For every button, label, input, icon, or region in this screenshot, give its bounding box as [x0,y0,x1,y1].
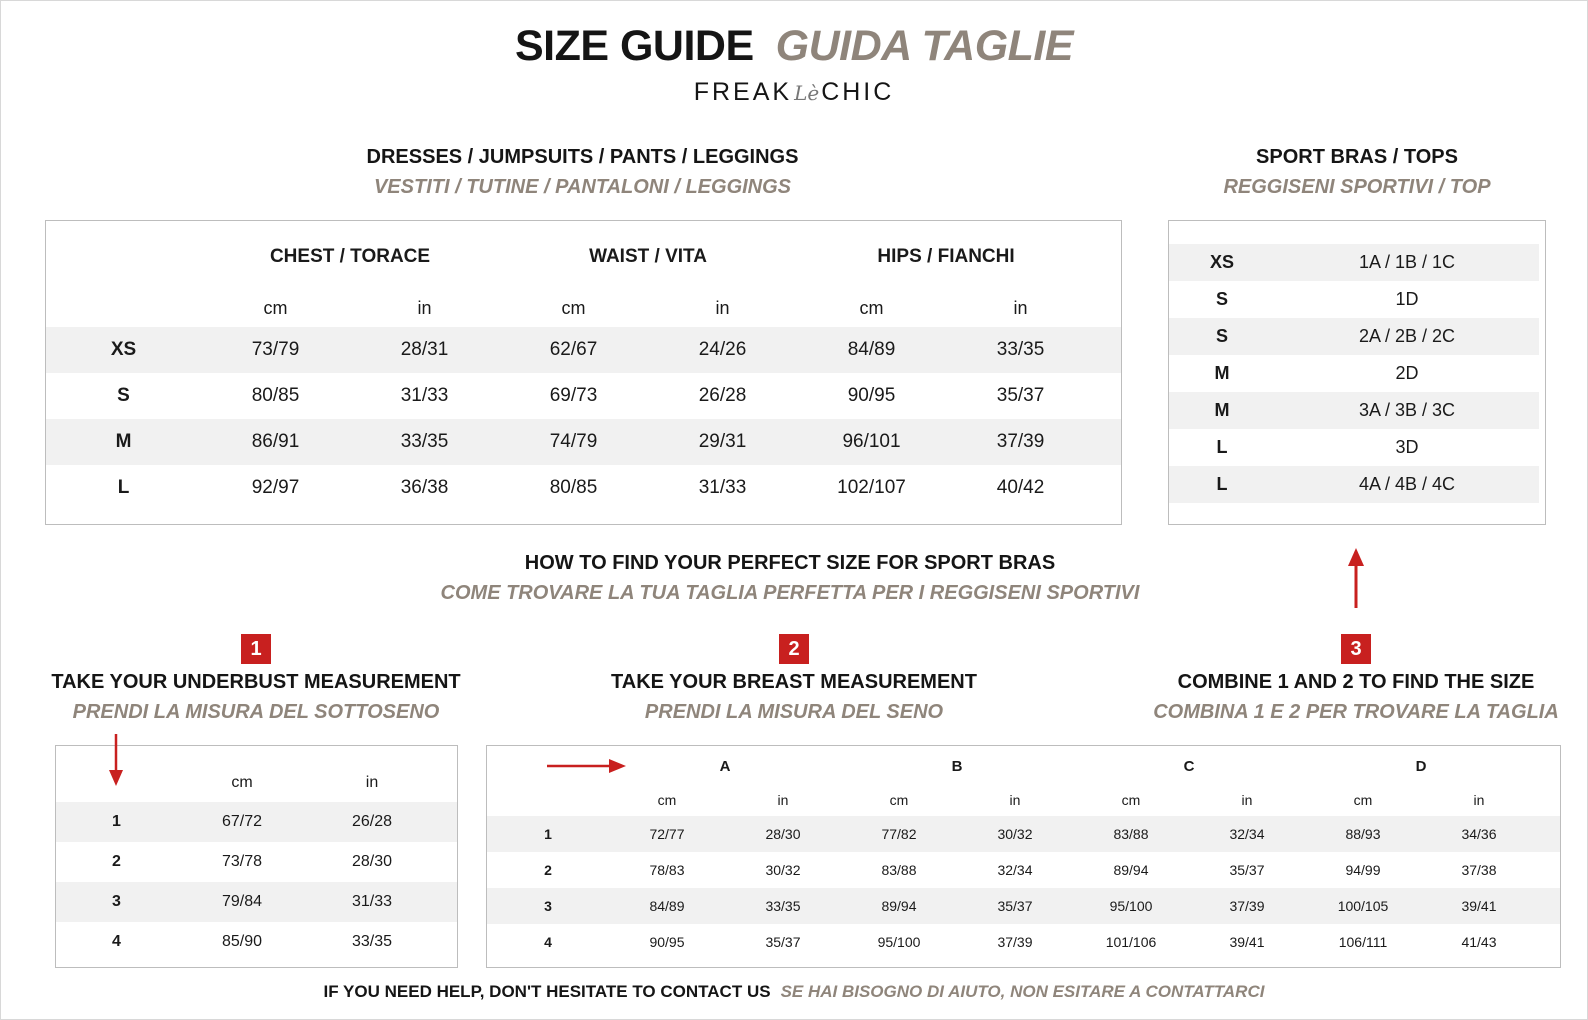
brand-right: CHIC [821,78,895,106]
table-cell: 35/37 [957,888,1073,924]
step-3-it: COMBINA 1 E 2 PER TROVARE LA TAGLIA [1153,701,1559,723]
table-cell: 35/37 [1229,862,1265,878]
unit-label: cm [561,297,586,318]
table-cell: 84/89 [797,327,946,373]
table-cell: 1D [1395,289,1419,309]
table-cell: 95/100 [1073,888,1189,924]
table-cell: 67/72 [177,802,307,842]
table-cell: 28/30 [725,816,841,852]
unit-label: in [777,792,789,808]
table-row [56,802,457,842]
cup-header: B [951,757,963,775]
dresses-heading-it: VESTITI / TUTINE / PANTALONI / LEGGINGS [373,176,792,198]
table-row [487,816,1560,852]
howto-heading-en: HOW TO FIND YOUR PERFECT SIZE FOR SPORT BRAS [524,552,1056,574]
table-cell: 86/91 [201,419,350,465]
arrow-up-icon [1346,548,1366,610]
dresses-size-table [45,220,1122,525]
unit-label: cm [889,792,909,808]
row-number: 1 [56,802,177,842]
table-cell: 88/93 [1305,816,1421,852]
table-cell: 39/41 [1229,934,1265,950]
table-cell: 29/31 [648,419,797,465]
page-title [0,22,1588,71]
title-english: SIZE GUIDE [514,22,754,70]
footer-help [0,982,1588,1002]
table-row [1169,429,1545,466]
table-cell: 89/94 [1113,862,1149,878]
table-row [1169,466,1545,503]
table-cell: 30/32 [765,862,801,878]
brand-logo [0,78,1588,107]
table-row [56,922,457,962]
row-number: 2 [112,853,121,870]
table-cell: 62/67 [499,327,648,373]
unit-label: cm [231,774,253,791]
howto-heading-it: COME TROVARE LA TUA TAGLIA PERFETTA PER I REGGISENI SPORTIVI [440,582,1140,604]
step-2-en: TAKE YOUR BREAST MEASUREMENT [611,671,977,693]
table-cell: 2A / 2B / 2C [1275,318,1539,355]
size-label: L [1169,466,1275,503]
size-label: XS [1169,244,1275,281]
table-cell: 89/94 [841,888,957,924]
chest-group-header: CHEST / TORACE [269,246,431,267]
table-cell: 73/79 [201,327,350,373]
table-cell: 84/89 [609,888,725,924]
table-row [487,888,1560,924]
table-cell: 3D [1395,437,1419,457]
brand-left: FREAK [693,78,793,106]
hips-group-header: HIPS / FIANCHI [877,246,1015,267]
table-row [46,373,1121,419]
arrow-right-icon [547,756,627,776]
unit-label: cm [657,792,677,808]
footer-it: SE HAI BISOGNO DI AIUTO, NON ESITARE A CONTATTARCI [780,982,1265,1001]
table-cell: 31/33 [698,477,747,498]
row-number: 3 [487,888,609,924]
unit-label: cm [1353,792,1373,808]
waist-group-header: WAIST / VITA [589,246,707,267]
row-number: 3 [56,882,177,922]
table-cell: 31/33 [307,882,437,922]
row-number: 1 [487,816,609,852]
table-cell: 92/97 [251,477,300,498]
table-cell: 37/38 [1461,862,1497,878]
table-cell: 95/100 [877,934,921,950]
footer-en: IF YOU NEED HELP, DON'T HESITATE TO CONTACT US [323,982,771,1001]
table-row [46,465,1121,511]
table-cell: 37/39 [997,934,1033,950]
size-label: L [1216,437,1228,457]
unit-label: in [365,774,379,791]
table-cell: 102/107 [837,477,906,498]
table-cell: 80/85 [251,385,300,406]
unit-label: in [417,297,432,318]
table-cell: 78/83 [649,862,685,878]
dresses-heading [45,146,1120,199]
unit-label: cm [859,297,884,318]
size-label: S [117,385,130,406]
table-cell: 79/84 [177,882,307,922]
table-cell: 1A / 1B / 1C [1275,244,1539,281]
size-label: L [117,477,130,498]
size-label: S [1169,318,1275,355]
cup-header: A [719,757,731,775]
table-cell: 85/90 [221,933,263,950]
table-cell: 90/95 [649,934,685,950]
step-2-badge: 2 [779,634,809,664]
table-cell: 30/32 [957,816,1073,852]
table-cell: 28/30 [351,853,393,870]
step-1-it: PRENDI LA MISURA DEL SOTTOSENO [72,701,440,723]
table-cell: 106/111 [1338,934,1388,950]
table-cell: 3A / 3B / 3C [1275,392,1539,429]
step-3-badge: 3 [1341,634,1371,664]
breast-table [486,745,1561,968]
table-row [487,852,1560,888]
table-cell: 41/43 [1461,934,1497,950]
sportbras-heading-it: REGGISENI SPORTIVI / TOP [1223,176,1491,198]
table-cell: 37/39 [946,419,1095,465]
table-cell: 33/35 [350,419,499,465]
table-cell: 4A / 4B / 4C [1275,466,1539,503]
table-cell: 72/77 [609,816,725,852]
table-cell: 32/34 [1189,816,1305,852]
table-cell: 26/28 [698,385,747,406]
table-cell: 35/37 [996,385,1045,406]
table-cell: 33/35 [946,327,1095,373]
step-2-it: PRENDI LA MISURA DEL SENO [644,701,944,723]
table-row [487,924,1560,960]
sportbras-heading-en: SPORT BRAS / TOPS [1256,146,1458,168]
table-cell: 37/39 [1189,888,1305,924]
table-row [1169,392,1545,429]
table-cell: 31/33 [400,385,449,406]
table-cell: 35/37 [765,934,801,950]
table-cell: 74/79 [499,419,648,465]
sportbras-heading [1168,146,1546,199]
table-cell: 26/28 [307,802,437,842]
table-row [46,327,1121,373]
table-cell: 80/85 [549,477,598,498]
table-row [1169,244,1545,281]
unit-label: in [715,297,730,318]
table-row [46,419,1121,465]
unit-label: in [1241,792,1253,808]
cup-header: D [1415,757,1427,775]
table-cell: 33/35 [725,888,841,924]
table-row [1169,281,1545,318]
size-label: M [1169,392,1275,429]
row-number: 2 [544,862,552,878]
step-1-badge: 1 [241,634,271,664]
table-cell: 36/38 [400,477,449,498]
brand-mid: Lè [794,81,820,105]
table-row [56,882,457,922]
howto-heading [380,552,1200,605]
unit-label: in [1009,792,1021,808]
step-3-en: COMBINE 1 AND 2 TO FIND THE SIZE [1177,671,1535,693]
table-cell: 2D [1395,363,1419,383]
table-cell: 100/105 [1305,888,1421,924]
table-cell: 32/34 [997,862,1033,878]
table-cell: 24/26 [648,327,797,373]
step-2-text [560,671,1028,724]
step-1-text [30,671,482,724]
sportbras-size-table [1168,220,1546,525]
table-cell: 73/78 [221,853,263,870]
cup-header: C [1183,757,1195,775]
table-cell: 69/73 [549,385,598,406]
size-label: M [46,419,201,465]
table-cell: 90/95 [847,385,896,406]
dresses-heading-en: DRESSES / JUMPSUITS / PANTS / LEGGINGS [366,146,799,168]
table-cell: 83/88 [1073,816,1189,852]
table-row [56,842,457,882]
table-cell: 33/35 [351,933,393,950]
unit-label: cm [1121,792,1141,808]
step-3-text [1130,671,1582,724]
table-cell: 94/99 [1345,862,1381,878]
unit-label: in [1013,297,1028,318]
unit-label: in [1473,792,1485,808]
row-number: 4 [112,933,121,950]
row-number: 4 [544,934,552,950]
unit-label: cm [263,297,288,318]
table-cell: 40/42 [996,477,1045,498]
table-cell: 28/31 [350,327,499,373]
table-cell: 77/82 [841,816,957,852]
table-cell: 34/36 [1421,816,1537,852]
table-cell: 39/41 [1421,888,1537,924]
arrow-down-icon [106,734,126,788]
table-cell: 96/101 [797,419,946,465]
table-row [1169,318,1545,355]
table-row [1169,355,1545,392]
size-label: S [1215,289,1228,309]
size-label: XS [46,327,201,373]
underbust-table [55,745,458,968]
table-cell: 83/88 [881,862,917,878]
size-label: M [1214,363,1230,383]
title-italian: GUIDA TAGLIE [775,22,1074,70]
table-cell: 101/106 [1105,934,1157,950]
step-1-en: TAKE YOUR UNDERBUST MEASUREMENT [51,671,461,693]
